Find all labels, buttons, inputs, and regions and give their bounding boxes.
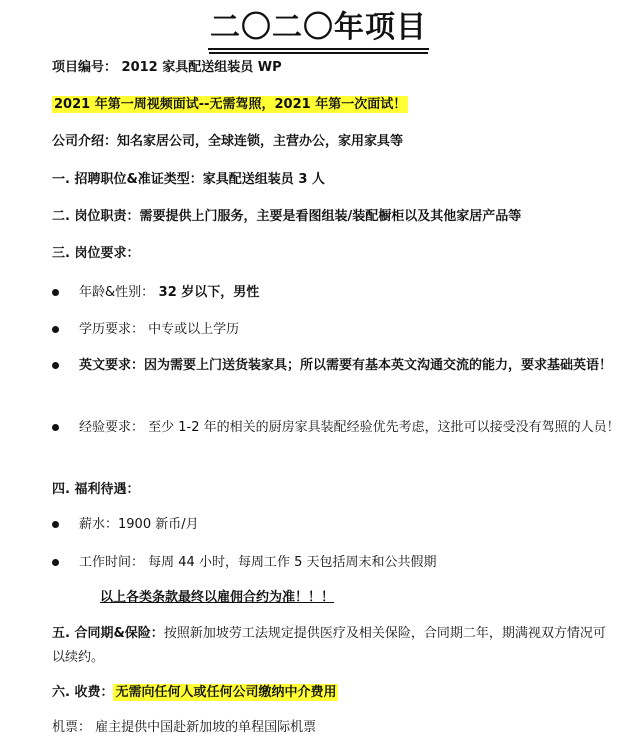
company-intro: 公司介绍：知名家居公司，全球连锁，主营办公，家用家具等 [52, 134, 404, 149]
requirement-label: 年龄&性别： [79, 285, 155, 300]
section-contract-text: 按照新加坡劳工法规定提供医疗及相关保险，合同期二年，期满视双方情况可以续约。 [52, 626, 606, 665]
page-title: 二〇二〇年项目 [0, 2, 637, 50]
requirement-value: 至少 1-2 年的相关的厨房家具装配经验优先考虑，这批可以接受没有驾照的人员！ [144, 420, 620, 435]
bullet-dot-icon [52, 424, 59, 431]
bullet-dot-icon [52, 521, 59, 528]
requirement-label: 经验要求： [79, 420, 145, 435]
requirement-label: 英文要求： [79, 358, 145, 373]
requirement-label: 学历要求： [79, 322, 145, 337]
interview-notice [52, 95, 408, 115]
section-fees-label: 六. 收费： [52, 685, 114, 700]
project-number: 项目编号： 2012 家具配送组装员 WP [52, 60, 282, 75]
section-contract [52, 622, 612, 670]
section-position: 一. 招聘职位&准证类型：家具配送组装员 3 人 [52, 172, 325, 187]
section-duties: 二. 岗位职责：需要提供上门服务，主要是看图组装/装配橱柜以及其他家居产品等 [52, 209, 522, 224]
bullet-dot-icon [52, 289, 59, 296]
requirement-value: 中专或以上学历 [144, 322, 240, 337]
bullet-dot-icon [52, 362, 59, 369]
section-requirements-heading: 三. 岗位要求： [52, 246, 140, 261]
section-contract-label: 五. 合同期&保险： [52, 626, 164, 641]
air-ticket: 机票： 雇主提供中国赴新加坡的单程国际机票 [52, 720, 317, 735]
section-fees-highlight: 无需向任何人或任何公司缴纳中介费用 [115, 685, 337, 700]
benefit-text: 工作时间： 每周 44 小时，每周工作 5 天包括周末和公共假期 [79, 555, 437, 570]
section-fees [52, 683, 338, 703]
bullet-dot-icon [52, 326, 59, 333]
bullet-dot-icon [52, 559, 59, 566]
benefit-text: 薪水：1900 新币/月 [79, 517, 199, 532]
requirement-value: 32 岁以下，男性 [154, 285, 260, 300]
section-benefits-heading: 四. 福利待遇： [52, 482, 140, 497]
interview-notice-highlight: 2021 年第一周视频面试--无需驾照，2021 年第一次面试！ [54, 97, 407, 112]
requirement-value: 因为需要上门送货装家具；所以需要有基本英文沟通交流的能力，要求基础英语！ [144, 358, 613, 373]
contract-note: 以上各类条款最终以雇佣合约为准！！！ [100, 590, 335, 605]
